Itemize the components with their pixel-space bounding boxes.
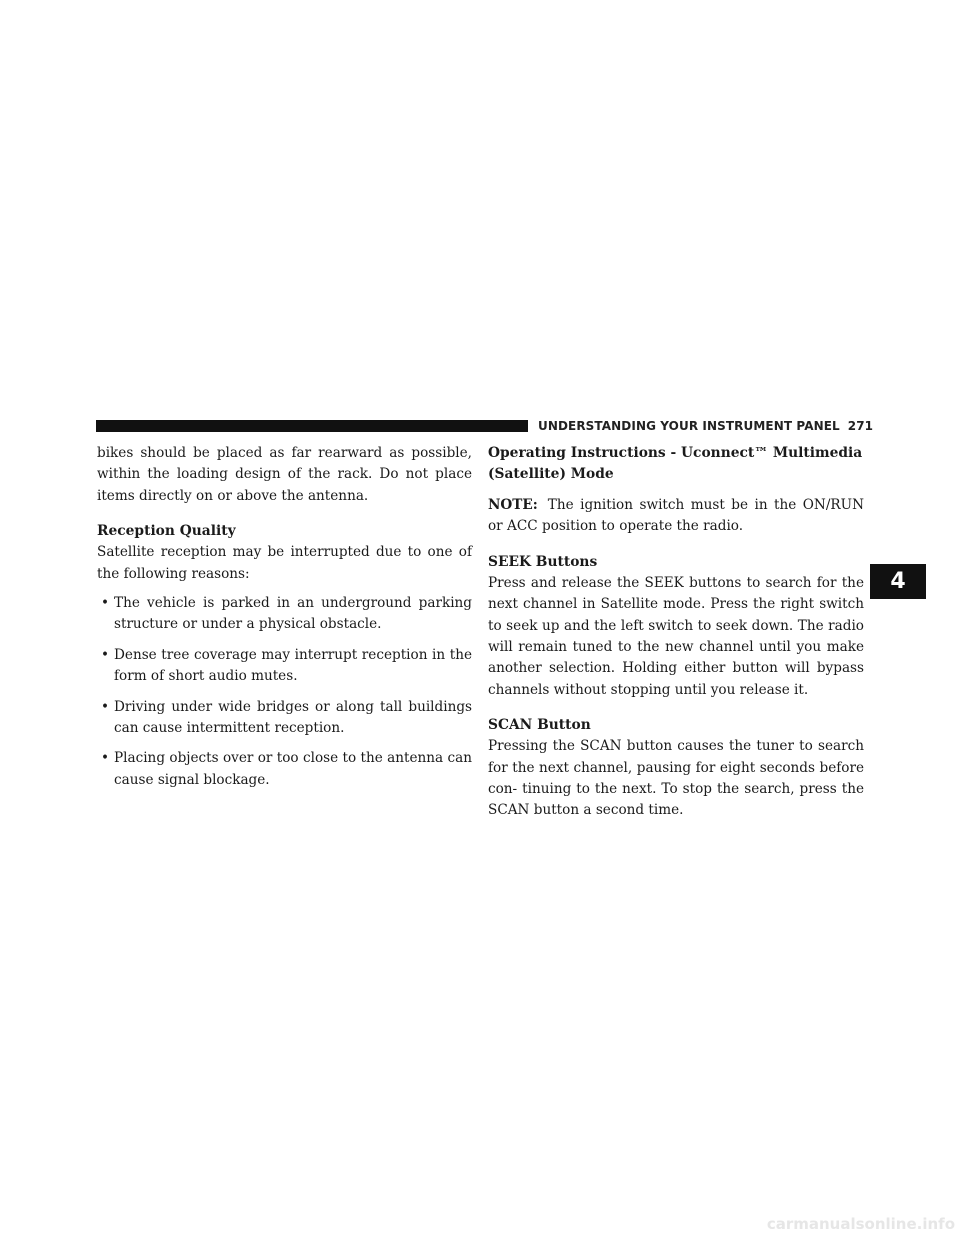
- right-column: [488, 443, 864, 822]
- seek-buttons-text: Press and release the SEEK buttons to search for the next channel in Satellite mode. Press the right switch to seek up and the left switch to seek down. The radio will remain tuned to the new channel until you make another selection. Holding either button will bypass channels without stopping until you release it.: [488, 574, 864, 698]
- list-item: • Dense tree coverage may interrupt reception in the form of short audio mutes.: [101, 646, 472, 685]
- chapter-tab: 4: [870, 564, 926, 599]
- page-number: 271: [847, 419, 874, 433]
- list-item: • The vehicle is parked in an underground parking structure or under a physical obstacle.: [101, 595, 472, 633]
- bullet-icon: •: [101, 698, 110, 715]
- reception-quality-text: Satellite reception may be interrupted due to one of the following reasons:: [97, 544, 472, 582]
- intro-paragraph: bikes should be placed as far rearward as possible, within the loading design of the rack. Do not place items directly on or above the antenna.: [97, 445, 472, 504]
- bullet-icon: •: [101, 595, 110, 612]
- note-text: The ignition switch must be in the ON/RUN or ACC position to operate the radio.: [488, 497, 864, 535]
- scan-button-heading: SCAN Button: [488, 717, 591, 734]
- note-label: NOTE:: [488, 497, 538, 513]
- header-rule: [96, 420, 528, 432]
- bullet-icon: •: [101, 646, 110, 663]
- running-header: [538, 419, 874, 433]
- list-item: • Placing objects over or too close to the antenna can cause signal blockage.: [101, 750, 472, 788]
- scan-button-text: Pressing the SCAN button causes the tuner to search for the next channel, pausing for eight seconds before con- tinuing to the next. To stop the search, press the SCAN button a second time.: [488, 738, 864, 819]
- left-column: [97, 443, 472, 800]
- note-paragraph: [488, 495, 864, 538]
- section-title: UNDERSTANDING YOUR INSTRUMENT PANEL: [538, 419, 840, 433]
- list-item: • Driving under wide bridges or along tall buildings can cause intermittent reception.: [101, 698, 472, 737]
- reception-quality-heading: Reception Quality: [97, 523, 236, 540]
- seek-buttons-heading: SEEK Buttons: [488, 553, 598, 570]
- watermark: carmanualsonline.info: [766, 1215, 955, 1233]
- bullet-icon: •: [101, 750, 110, 767]
- reception-reasons-list: [97, 593, 472, 791]
- operating-instructions-heading: Operating Instructions - Uconnect™ Multimedia (Satellite) Mode: [488, 445, 863, 482]
